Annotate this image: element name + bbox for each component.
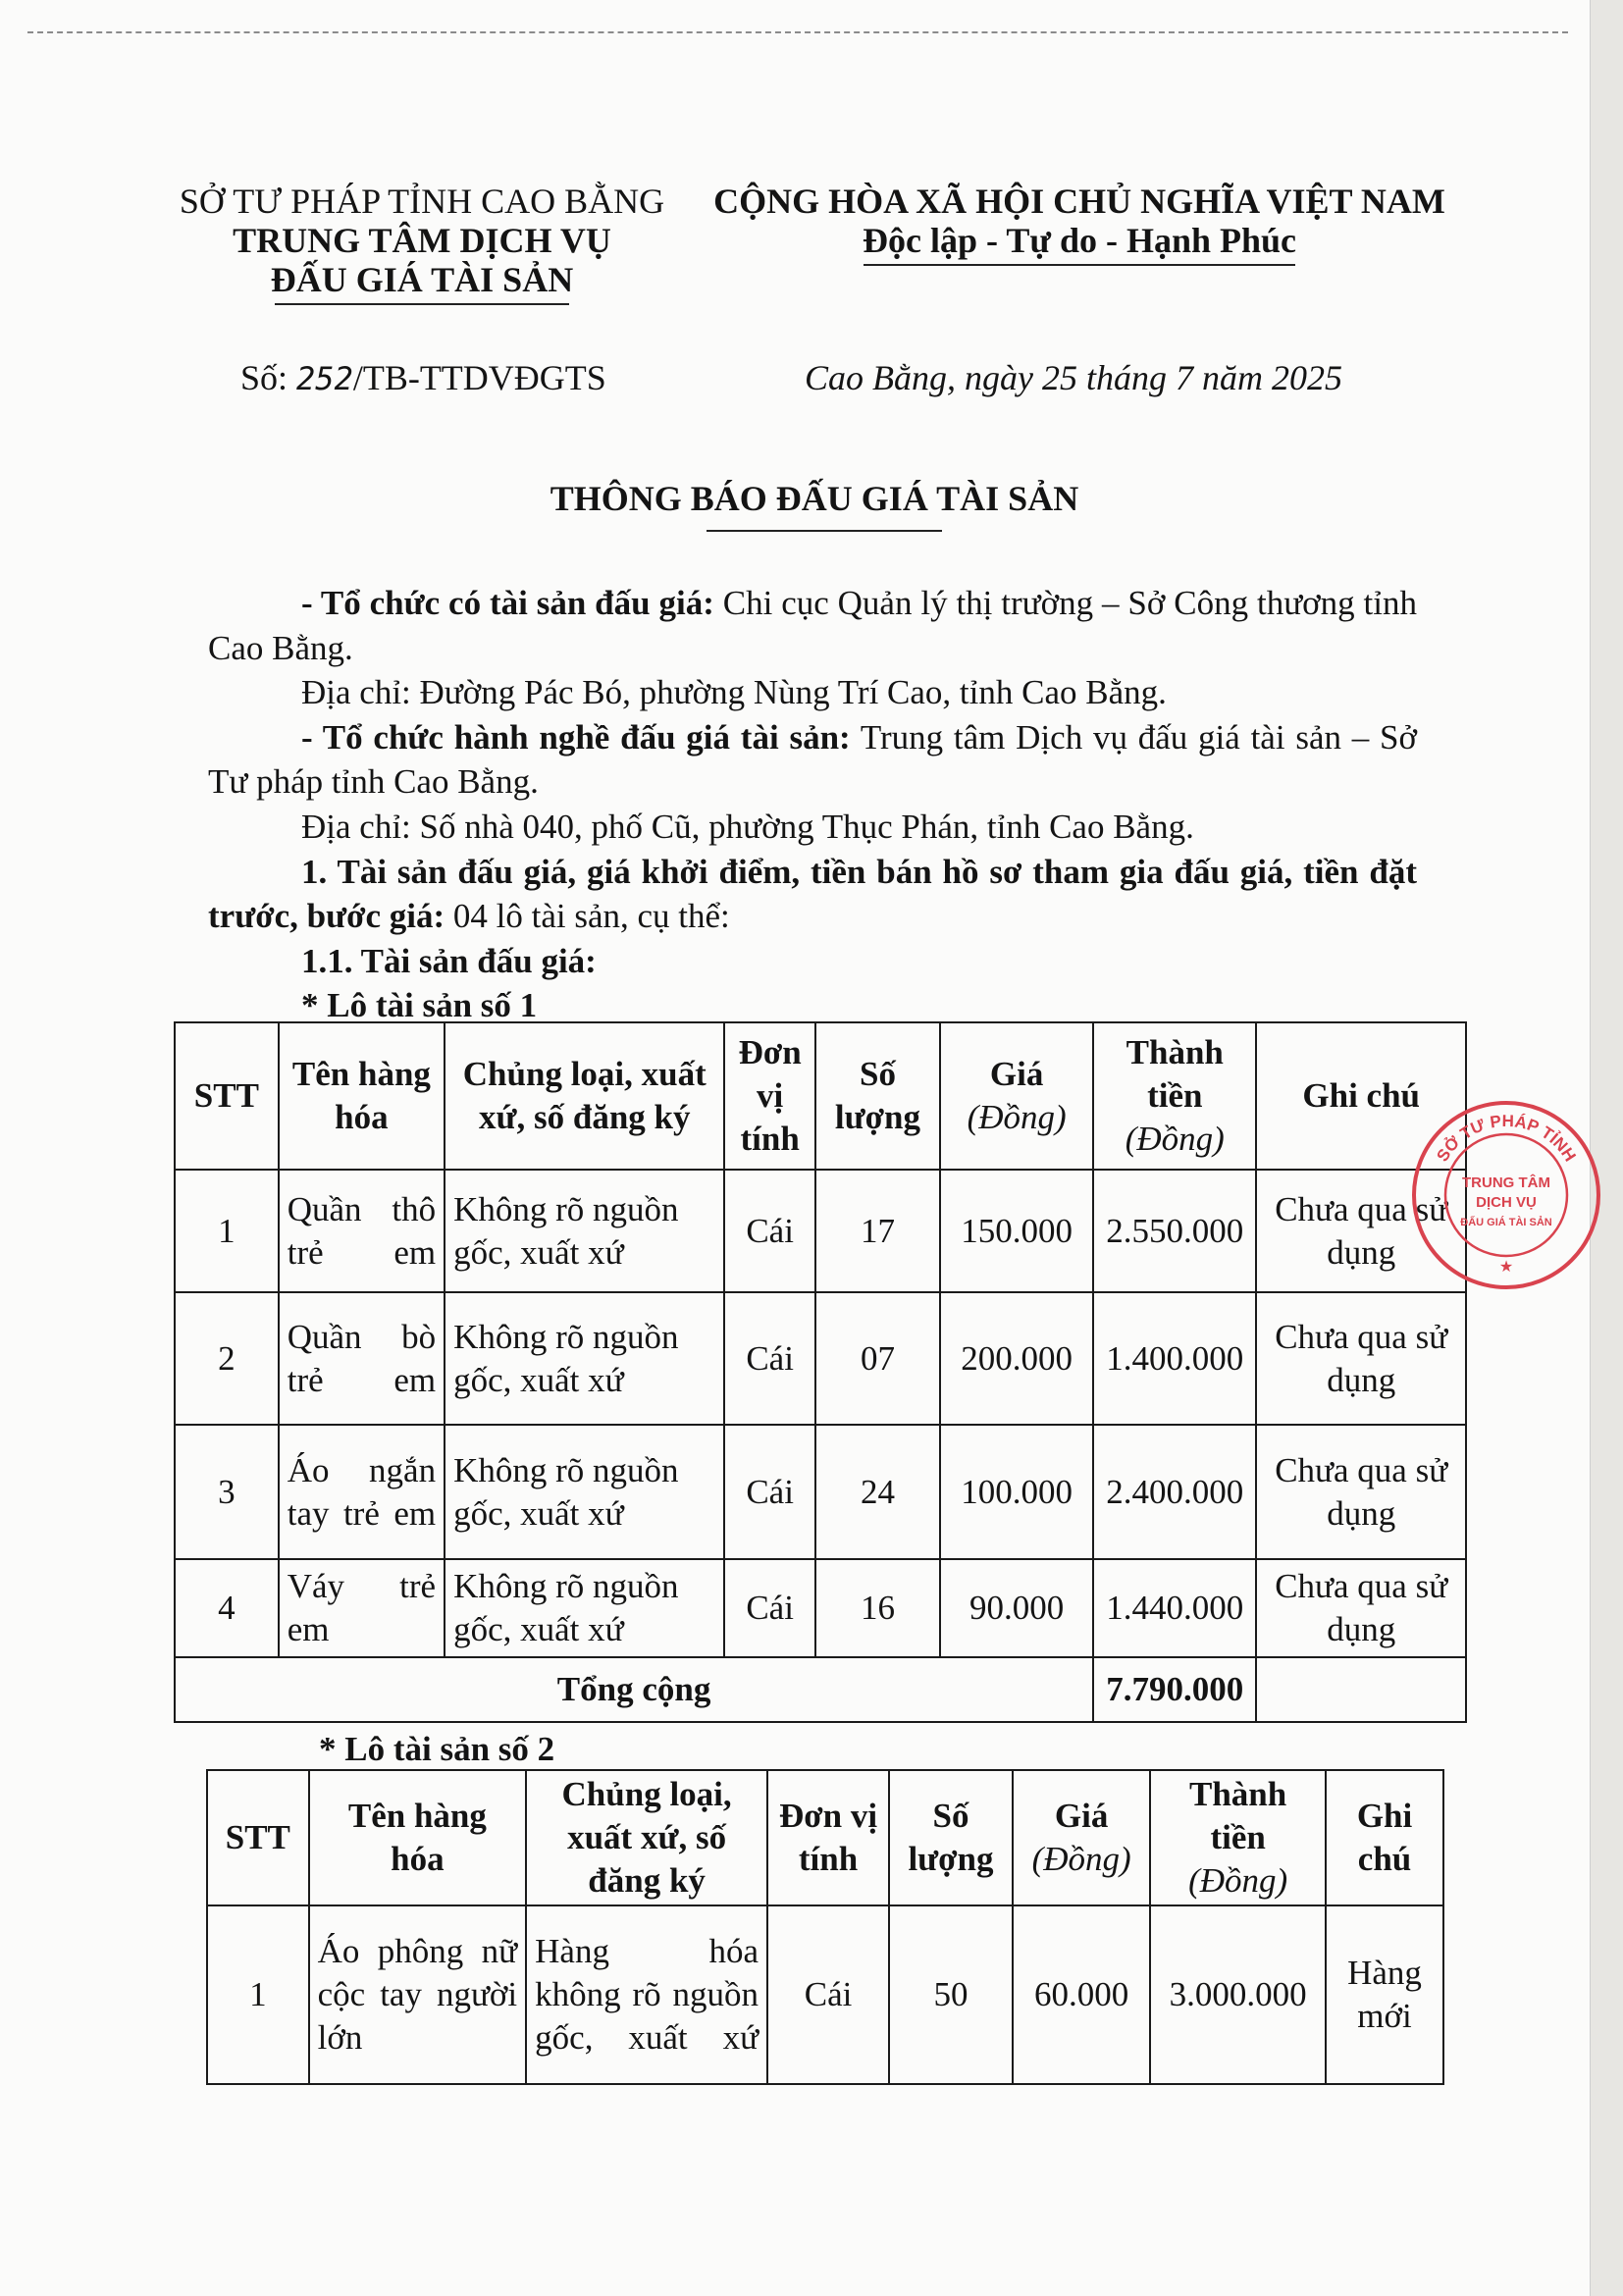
cell-note: Chưa qua sử dụng (1256, 1170, 1466, 1292)
cell-qty: 17 (815, 1170, 940, 1292)
cell-total: 3.000.000 (1150, 1905, 1326, 2084)
col-total (1150, 1770, 1326, 1905)
lot-1-table (174, 1021, 1467, 1723)
col-total-label: Thành tiền (1126, 1033, 1224, 1115)
auctioneer-value: Trung tâm Dịch vụ đấu giá tài sản – Sở Tư pháp tỉnh Cao Bằng. (208, 717, 1417, 802)
col-stt: STT (207, 1770, 309, 1905)
cell-note: Chưa qua sử dụng (1256, 1559, 1466, 1657)
stamp-star: ★ (1498, 1259, 1514, 1276)
cell-note: Chưa qua sử dụng (1256, 1425, 1466, 1559)
org-address: Địa chỉ: Đường Pác Bó, phường Nùng Trí Cao, tỉnh Cao Bằng. (301, 673, 1167, 712)
issuer-underline (275, 303, 569, 305)
section-1-text: 1. Tài sản đấu giá, giá khởi điểm, tiền bán hồ sơ tham gia đấu giá, tiền đặt trước, bước giá: (208, 852, 1417, 936)
col-price (940, 1022, 1093, 1170)
col-price-label: Giá (1054, 1797, 1109, 1835)
national-title: CỘNG HÒA XÃ HỘI CHỦ NGHĨA VIỆT NAM (713, 182, 1445, 221)
cell-price: 60.000 (1013, 1905, 1150, 2084)
stamp-arc-text: SỞ TƯ PHÁP TỈNH (1433, 1111, 1580, 1166)
cell-name: Quần thô trẻ em (279, 1170, 445, 1292)
national-motto: Độc lập - Tự do - Hạnh Phúc (862, 221, 1297, 260)
cell-qty: 16 (815, 1559, 940, 1657)
col-total-unit: (Đồng) (1188, 1861, 1288, 1900)
col-type: Chủng loại, xuất xứ, số đăng ký (445, 1022, 724, 1170)
cell-name: Váy trẻ em (279, 1559, 445, 1657)
document-body (208, 581, 1417, 1028)
org-paragraph (208, 581, 1417, 670)
auctioneer-address: Địa chỉ: Số nhà 040, phố Cũ, phường Thục Phán, tỉnh Cao Bằng. (301, 807, 1194, 846)
cell-unit: Cái (724, 1170, 814, 1292)
cell-total: 2.550.000 (1093, 1170, 1256, 1292)
table-total-row (175, 1657, 1466, 1722)
cell-stt: 2 (175, 1292, 279, 1425)
cell-note: Chưa qua sử dụng (1256, 1292, 1466, 1425)
table-row (207, 1905, 1443, 2084)
cell-price: 150.000 (940, 1170, 1093, 1292)
org-label: - Tổ chức có tài sản đấu giá: (301, 584, 714, 622)
lot-1-label: * Lô tài sản số 1 (301, 986, 538, 1025)
col-name: Tên hàng hóa (279, 1022, 445, 1170)
cell-total: 1.400.000 (1093, 1292, 1256, 1425)
document-number-prefix: Số: (240, 358, 297, 397)
cell-total: 2.400.000 (1093, 1425, 1256, 1559)
col-type: Chủng loại, xuất xứ, số đăng ký (526, 1770, 767, 1905)
document-number-suffix: /TB-TTDVĐGTS (352, 358, 606, 397)
official-stamp (1408, 1097, 1604, 1293)
cell-note: Hàng mới (1326, 1905, 1443, 2084)
title-underline (707, 530, 942, 532)
scan-top-rule (27, 31, 1568, 33)
issuer-header (147, 182, 697, 305)
section-1-heading (208, 850, 1417, 939)
table-row (175, 1292, 1466, 1425)
col-price-unit: (Đồng) (1031, 1840, 1131, 1878)
cell-type: Không rõ nguồn gốc, xuất xứ (445, 1292, 724, 1425)
cell-name: Quần bò trẻ em (279, 1292, 445, 1425)
section-1-1-heading: 1.1. Tài sản đấu giá: (301, 941, 597, 980)
cell-unit: Cái (767, 1905, 889, 2084)
issuer-center-line1: TRUNG TÂM DỊCH VỤ (233, 221, 611, 260)
col-qty: Số lượng (815, 1022, 940, 1170)
col-stt: STT (175, 1022, 279, 1170)
col-qty: Số lượng (889, 1770, 1013, 1905)
cell-unit: Cái (724, 1559, 814, 1657)
col-total-label: Thành tiền (1189, 1775, 1287, 1856)
cell-stt: 3 (175, 1425, 279, 1559)
document-title: THÔNG BÁO ĐẤU GIÁ TÀI SẢN (550, 479, 1079, 518)
col-price-label: Giá (989, 1055, 1044, 1093)
cell-name: Áo ngắn tay trẻ em (279, 1425, 445, 1559)
auctioneer-label: - Tổ chức hành nghề đấu giá tài sản: (301, 717, 851, 757)
col-total (1093, 1022, 1256, 1170)
cell-qty: 24 (815, 1425, 940, 1559)
col-price-unit: (Đồng) (967, 1098, 1067, 1136)
issuer-department: SỞ TƯ PHÁP TỈNH CAO BẰNG (179, 182, 665, 221)
col-price (1013, 1770, 1150, 1905)
svg-text:ĐẤU GIÁ TÀI SẢN: ĐẤU GIÁ TÀI SẢN (1460, 1217, 1552, 1228)
motto-underline (864, 264, 1295, 266)
table-row (175, 1559, 1466, 1657)
cell-price: 90.000 (940, 1559, 1093, 1657)
cell-type: Hàng hóa không rõ nguồn gốc, xuất xứ (526, 1905, 767, 2084)
total-label: Tổng cộng (175, 1657, 1093, 1722)
cell-stt: 1 (175, 1170, 279, 1292)
cell-qty: 07 (815, 1292, 940, 1425)
table-row (175, 1170, 1466, 1292)
total-note (1256, 1657, 1466, 1722)
cell-stt: 1 (207, 1905, 309, 2084)
col-unit: Đơn vị tính (767, 1770, 889, 1905)
document-date: Cao Bằng, ngày 25 tháng 7 năm 2025 (805, 358, 1342, 397)
cell-unit: Cái (724, 1292, 814, 1425)
national-header (707, 182, 1452, 266)
cell-unit: Cái (724, 1425, 814, 1559)
cell-total: 1.440.000 (1093, 1559, 1256, 1657)
svg-text:DỊCH VỤ: DỊCH VỤ (1476, 1194, 1537, 1211)
cell-price: 100.000 (940, 1425, 1093, 1559)
auctioneer-paragraph (208, 715, 1417, 805)
cell-type: Không rõ nguồn gốc, xuất xứ (445, 1559, 724, 1657)
col-total-unit: (Đồng) (1125, 1120, 1225, 1158)
issuer-center-line2: ĐẤU GIÁ TÀI SẢN (270, 260, 574, 299)
table-row (175, 1425, 1466, 1559)
cell-type: Không rõ nguồn gốc, xuất xứ (445, 1425, 724, 1559)
cell-stt: 4 (175, 1559, 279, 1657)
cell-name: Áo phông nữ cộc tay người lớn (309, 1905, 527, 2084)
col-unit: Đơn vị tính (724, 1022, 814, 1170)
document-number-handwritten: 252 (296, 360, 353, 397)
table-header-row (207, 1770, 1443, 1905)
lot-2-table (206, 1769, 1444, 2085)
stamp-center-text (1460, 1174, 1552, 1228)
document-number (240, 357, 606, 398)
lot-2-label: * Lô tài sản số 2 (319, 1730, 555, 1768)
cell-price: 200.000 (940, 1292, 1093, 1425)
col-name: Tên hàng hóa (309, 1770, 527, 1905)
col-note: Ghi chú (1256, 1022, 1466, 1170)
cell-type: Không rõ nguồn gốc, xuất xứ (445, 1170, 724, 1292)
col-note: Ghi chú (1326, 1770, 1443, 1905)
cell-qty: 50 (889, 1905, 1013, 2084)
section-1-tail: 04 lô tài sản, cụ thể: (445, 897, 730, 936)
total-value: 7.790.000 (1093, 1657, 1256, 1722)
svg-text:TRUNG TÂM: TRUNG TÂM (1462, 1174, 1550, 1191)
org-value: Chi cục Quản lý thị trường – Sở Công thương tỉnh Cao Bằng. (208, 584, 1417, 667)
table-header-row (175, 1022, 1466, 1170)
